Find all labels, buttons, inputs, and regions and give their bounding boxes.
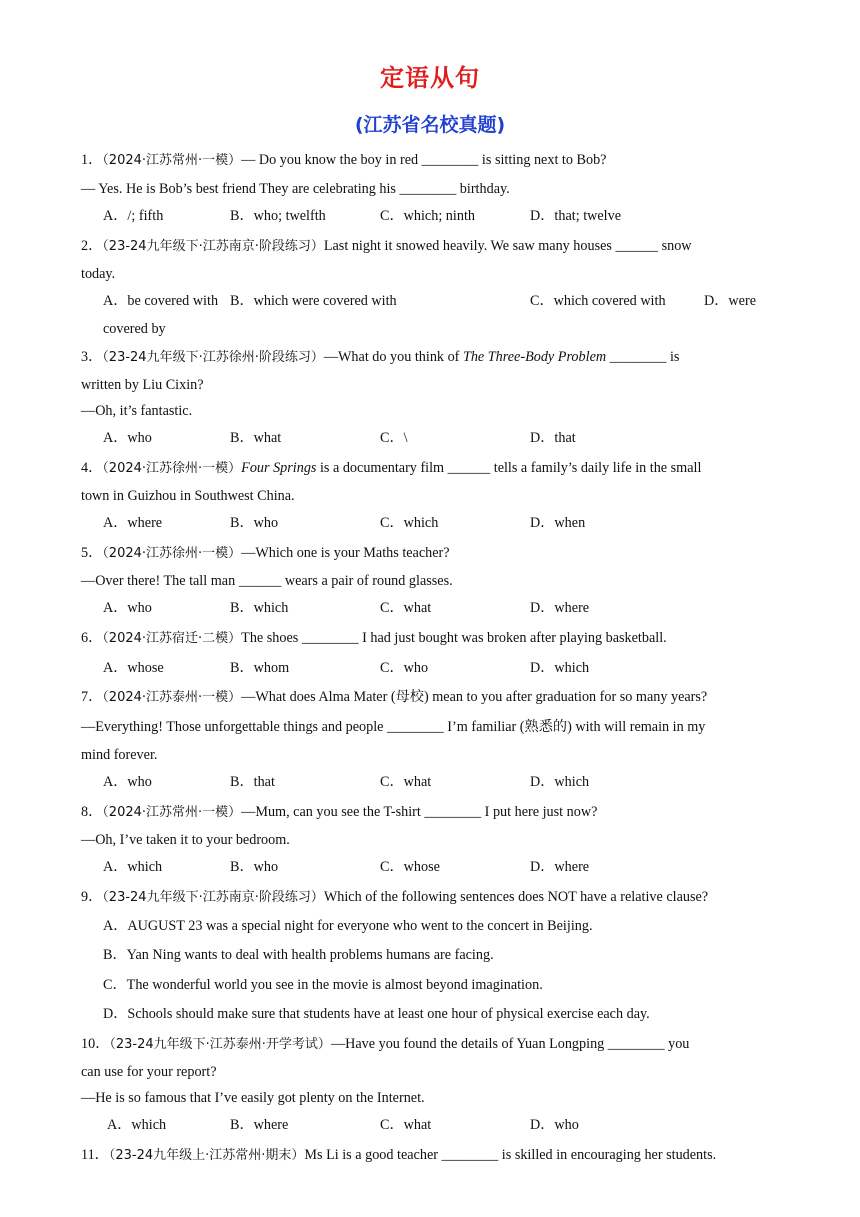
question-7-line-3: mind forever.: [81, 747, 158, 763]
question-3-option-d: D．that: [530, 430, 576, 446]
question-3-option-a: A．who: [103, 430, 152, 446]
question-text: —Which one is your Maths teacher?: [241, 545, 450, 561]
question-source: （2024·江苏常州·一模）: [102, 153, 242, 168]
question-3-option-b: B．what: [230, 430, 282, 446]
question-3-option-c: C．\: [380, 430, 408, 446]
question-9-stem: [81, 888, 708, 907]
question-6-option-b: B．whom: [230, 660, 290, 676]
question-2-option-b: B．which were covered with: [230, 293, 397, 309]
question-7-option-c: C．what: [380, 774, 432, 790]
question-text: —What does Alma Mater (母校) mean to you after graduation for so many years?: [241, 689, 708, 705]
question-text: —Mum, can you see the T-shirt ________ I put here just now?: [241, 804, 598, 820]
question-4-option-b: B．who: [230, 515, 279, 531]
question-source: （23-24九年级下·江苏徐州·阶段练习）: [102, 350, 324, 365]
question-6-option-d: D．which: [530, 660, 590, 676]
question-number: 6．: [81, 630, 103, 646]
question-source: （2024·江苏徐州·一模）: [102, 461, 242, 476]
question-source: （23-24九年级下·江苏泰州·开学考试）: [109, 1037, 331, 1052]
question-6-stem: [81, 629, 667, 648]
question-number: 8．: [81, 804, 103, 820]
question-4-option-d: D．when: [530, 515, 586, 531]
question-2-option-d-wrap: covered by: [103, 321, 166, 337]
question-4-option-c: C．which: [380, 515, 439, 531]
question-1-option-a: A．/; fifth: [103, 208, 164, 224]
question-number: 7．: [81, 689, 103, 705]
question-1-stem: [81, 151, 606, 170]
question-4-stem: 4．（2024·江苏徐州·一模）Four Springs is a documentary film ______ tells a family’s daily life in the small: [81, 460, 702, 476]
question-source: （23-24九年级上·江苏常州·期末）: [108, 1148, 305, 1163]
question-text: The shoes ________ I had just bought was broken after playing basketball.: [241, 630, 667, 646]
question-3-line-2: written by Liu Cixin?: [81, 377, 204, 393]
question-9-option-a: A．AUGUST 23 was a special night for everyone who went to the concert in Beijing.: [103, 918, 593, 934]
question-7-option-d: D．which: [530, 774, 590, 790]
question-8-stem: [81, 803, 597, 822]
question-11-stem: [81, 1146, 716, 1165]
question-10-option-c: C．what: [380, 1117, 432, 1133]
question-5-option-c: C．what: [380, 600, 432, 616]
question-7-option-a: A．who: [103, 774, 152, 790]
question-1-option-d: D．that; twelve: [530, 208, 622, 224]
question-9-option-d: D．Schools should make sure that students have at least one hour of physical exercise each day.: [103, 1006, 650, 1022]
question-1-line-2: — Yes. He is Bob’s best friend They are celebrating his ________ birthday.: [81, 181, 510, 197]
book-title: The Three-Body Problem: [462, 349, 607, 365]
question-2-option-c: C．which covered with: [530, 293, 666, 309]
question-source: （23-24九年级下·江苏南京·阶段练习）: [102, 890, 324, 905]
question-7-stem: [81, 688, 707, 707]
question-5-line-2: —Over there! The tall man ______ wears a pair of round glasses.: [81, 573, 453, 589]
question-10-line-3: —He is so famous that I’ve easily got plenty on the Internet.: [81, 1090, 425, 1106]
question-5-option-b: B．which: [230, 600, 289, 616]
question-number: 9．: [81, 889, 103, 905]
question-source: （23-24九年级下·江苏南京·阶段练习）: [102, 239, 324, 254]
question-1-option-c: C．which; ninth: [380, 208, 475, 224]
question-source: （2024·江苏常州·一模）: [102, 805, 242, 820]
question-number: 4．: [81, 460, 103, 476]
question-number: 10．: [81, 1036, 110, 1052]
question-text: Last night it snowed heavily. We saw many houses ______ snow: [323, 238, 692, 254]
question-text: Which of the following sentences does NOT have a relative clause?: [323, 889, 709, 905]
question-number: 1．: [81, 152, 103, 168]
question-10-option-b: B．where: [230, 1117, 289, 1133]
question-6-option-a: A．whose: [103, 660, 164, 676]
question-source: （2024·江苏宿迁·二模）: [102, 631, 242, 646]
question-2-option-a: A．be covered with: [103, 293, 219, 309]
question-number: 2．: [81, 238, 103, 254]
question-text: Ms Li is a good teacher ________ is skilled in encouraging her students.: [304, 1147, 717, 1163]
question-2-stem: [81, 237, 692, 256]
question-8-line-2: —Oh, I’ve taken it to your bedroom.: [81, 832, 290, 848]
question-4-line-2: town in Guizhou in Southwest China.: [81, 488, 295, 504]
page-subtitle: (江苏省名校真题): [354, 114, 506, 136]
question-7-line-2: —Everything! Those unforgettable things and people ________ I’m familiar (熟悉的) with will remain in my: [81, 719, 706, 735]
question-source: （2024·江苏泰州·一模）: [102, 690, 242, 705]
question-6-option-c: C．who: [380, 660, 429, 676]
question-8-option-c: C．whose: [380, 859, 440, 875]
question-5-option-a: A．who: [103, 600, 152, 616]
question-8-option-d: D．where: [530, 859, 590, 875]
question-3-line-3: —Oh, it’s fantastic.: [81, 403, 193, 419]
question-5-option-d: D．where: [530, 600, 590, 616]
question-9-option-c: C．The wonderful world you see in the movie is almost beyond imagination.: [103, 977, 543, 993]
question-text: —Have you found the details of Yuan Longping ________ you: [330, 1036, 690, 1052]
question-number: 11．: [81, 1147, 109, 1163]
question-10-line-2: can use for your report?: [81, 1064, 217, 1080]
question-number: 3．: [81, 349, 103, 365]
question-10-option-d: D．who: [530, 1117, 579, 1133]
question-9-option-b: B．Yan Ning wants to deal with health problems humans are facing.: [103, 947, 494, 963]
question-3-stem: 3．（23-24九年级下·江苏徐州·阶段练习）—What do you think of The Three-Body Problem ________ is: [81, 349, 680, 365]
question-2-line-2: today.: [81, 266, 116, 282]
question-2-option-d: D．were: [704, 293, 756, 309]
question-7-option-b: B．that: [230, 774, 275, 790]
question-1-option-b: B．who; twelfth: [230, 208, 326, 224]
question-number: 5．: [81, 545, 103, 561]
question-8-option-a: A．which: [103, 859, 163, 875]
page-title: 定语从句: [380, 64, 480, 92]
film-title: Four Springs: [241, 460, 317, 476]
question-text: — Do you know the boy in red ________ is sitting next to Bob?: [241, 152, 607, 168]
question-source: （2024·江苏徐州·一模）: [102, 546, 242, 561]
question-8-option-b: B．who: [230, 859, 279, 875]
question-4-option-a: A．where: [103, 515, 163, 531]
question-10-option-a: A．which: [107, 1117, 167, 1133]
question-10-stem: [81, 1035, 689, 1054]
question-5-stem: [81, 544, 450, 563]
